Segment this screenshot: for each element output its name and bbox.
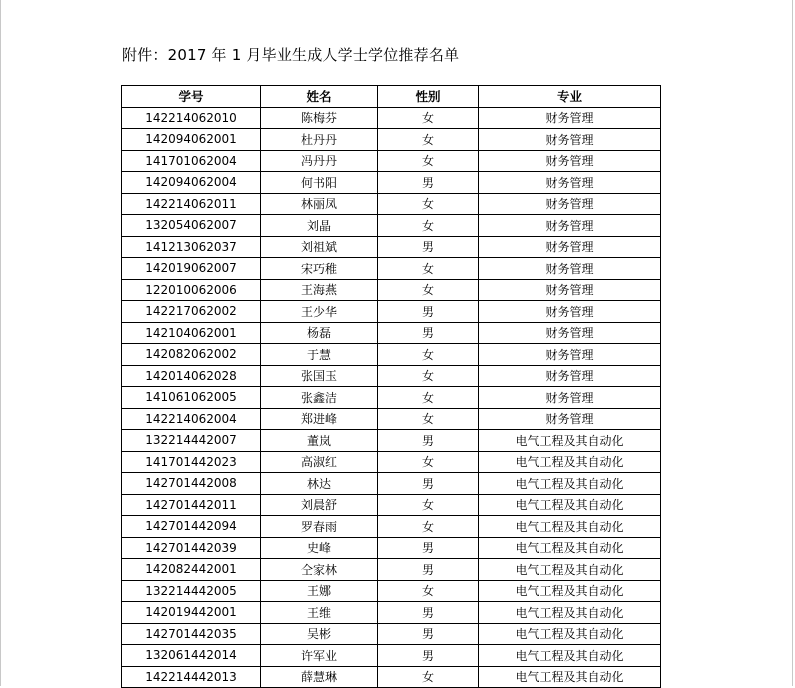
table-row: [122, 107, 661, 129]
table-row: [122, 516, 661, 538]
gender-cell: 女: [378, 129, 479, 151]
gender-cell: 男: [378, 322, 479, 344]
student-id-cell: 141701062004: [122, 150, 261, 172]
student-id-cell: 132054062007: [122, 215, 261, 237]
table-row: [122, 387, 661, 409]
major-cell: 财务管理: [479, 387, 661, 409]
student-id-cell: 142701442039: [122, 537, 261, 559]
table-row: [122, 430, 661, 452]
gender-cell: 女: [378, 258, 479, 280]
recommendation-table: [121, 85, 661, 688]
student-id-cell: 132061442014: [122, 645, 261, 667]
table-row: [122, 559, 661, 581]
gender-cell: 男: [378, 602, 479, 624]
major-cell: 财务管理: [479, 279, 661, 301]
gender-cell: 女: [378, 107, 479, 129]
student-id-cell: 142019442001: [122, 602, 261, 624]
major-cell: 电气工程及其自动化: [479, 516, 661, 538]
column-header-gender: 性别: [378, 86, 479, 108]
major-cell: 电气工程及其自动化: [479, 623, 661, 645]
gender-cell: 男: [378, 172, 479, 194]
gender-cell: 女: [378, 580, 479, 602]
major-cell: 电气工程及其自动化: [479, 602, 661, 624]
name-cell: 史峰: [261, 537, 378, 559]
table-body: [122, 107, 661, 688]
table-row: [122, 451, 661, 473]
table-row: [122, 150, 661, 172]
student-id-cell: 142701442011: [122, 494, 261, 516]
major-cell: 财务管理: [479, 365, 661, 387]
table-row: [122, 172, 661, 194]
table-row: [122, 645, 661, 667]
gender-cell: 男: [378, 430, 479, 452]
gender-cell: 女: [378, 516, 479, 538]
table-row: [122, 258, 661, 280]
table-row: [122, 193, 661, 215]
major-cell: 财务管理: [479, 258, 661, 280]
name-cell: 薛慧琳: [261, 666, 378, 688]
student-id-cell: 132214442005: [122, 580, 261, 602]
gender-cell: 男: [378, 645, 479, 667]
gender-cell: 男: [378, 473, 479, 495]
table-row: [122, 301, 661, 323]
name-cell: 于慧: [261, 344, 378, 366]
student-id-cell: 142082442001: [122, 559, 261, 581]
student-id-cell: 141061062005: [122, 387, 261, 409]
table-row: [122, 494, 661, 516]
name-cell: 冯丹丹: [261, 150, 378, 172]
major-cell: 财务管理: [479, 344, 661, 366]
name-cell: 林达: [261, 473, 378, 495]
student-id-cell: 142082062002: [122, 344, 261, 366]
table-row: [122, 580, 661, 602]
table-row: [122, 408, 661, 430]
gender-cell: 男: [378, 559, 479, 581]
table-row: [122, 473, 661, 495]
name-cell: 刘晶: [261, 215, 378, 237]
gender-cell: 男: [378, 301, 479, 323]
major-cell: 电气工程及其自动化: [479, 473, 661, 495]
name-cell: 王海燕: [261, 279, 378, 301]
name-cell: 吴彬: [261, 623, 378, 645]
student-id-cell: 142701442035: [122, 623, 261, 645]
name-cell: 许军业: [261, 645, 378, 667]
name-cell: 刘祖斌: [261, 236, 378, 258]
table-row: [122, 602, 661, 624]
gender-cell: 男: [378, 623, 479, 645]
name-cell: 罗春雨: [261, 516, 378, 538]
name-cell: 张国玉: [261, 365, 378, 387]
table-row: [122, 129, 661, 151]
table-row: [122, 279, 661, 301]
student-id-cell: 141213062037: [122, 236, 261, 258]
gender-cell: 女: [378, 344, 479, 366]
major-cell: 电气工程及其自动化: [479, 666, 661, 688]
major-cell: 财务管理: [479, 236, 661, 258]
major-cell: 电气工程及其自动化: [479, 494, 661, 516]
major-cell: 电气工程及其自动化: [479, 451, 661, 473]
column-header-name: 姓名: [261, 86, 378, 108]
gender-cell: 男: [378, 537, 479, 559]
table-row: [122, 236, 661, 258]
student-id-cell: 142701442094: [122, 516, 261, 538]
name-cell: 王维: [261, 602, 378, 624]
gender-cell: 女: [378, 215, 479, 237]
major-cell: 电气工程及其自动化: [479, 559, 661, 581]
name-cell: 王少华: [261, 301, 378, 323]
student-id-cell: 142214062011: [122, 193, 261, 215]
student-id-cell: 142094062001: [122, 129, 261, 151]
major-cell: 电气工程及其自动化: [479, 430, 661, 452]
gender-cell: 女: [378, 365, 479, 387]
major-cell: 电气工程及其自动化: [479, 580, 661, 602]
major-cell: 财务管理: [479, 129, 661, 151]
major-cell: 财务管理: [479, 408, 661, 430]
major-cell: 财务管理: [479, 322, 661, 344]
student-id-cell: 142104062001: [122, 322, 261, 344]
table-row: [122, 215, 661, 237]
student-id-cell: 142014062028: [122, 365, 261, 387]
gender-cell: 女: [378, 666, 479, 688]
table-row: [122, 623, 661, 645]
name-cell: 王娜: [261, 580, 378, 602]
student-id-cell: 142019062007: [122, 258, 261, 280]
student-id-cell: 142094062004: [122, 172, 261, 194]
name-cell: 张鑫洁: [261, 387, 378, 409]
student-id-cell: 142214442013: [122, 666, 261, 688]
name-cell: 陈梅芬: [261, 107, 378, 129]
name-cell: 郑进峰: [261, 408, 378, 430]
gender-cell: 女: [378, 150, 479, 172]
major-cell: 电气工程及其自动化: [479, 645, 661, 667]
document-title: 附件：2017 年 1 月毕业生成人学士学位推荐名单: [122, 46, 460, 64]
name-cell: 杜丹丹: [261, 129, 378, 151]
table-row: [122, 666, 661, 688]
table-header-row: [122, 86, 661, 108]
gender-cell: 女: [378, 193, 479, 215]
student-id-cell: 142701442008: [122, 473, 261, 495]
table-row: [122, 322, 661, 344]
name-cell: 刘晨舒: [261, 494, 378, 516]
gender-cell: 女: [378, 279, 479, 301]
table-row: [122, 365, 661, 387]
student-id-cell: 142214062004: [122, 408, 261, 430]
major-cell: 财务管理: [479, 301, 661, 323]
name-cell: 董岚: [261, 430, 378, 452]
gender-cell: 女: [378, 451, 479, 473]
name-cell: 林丽凤: [261, 193, 378, 215]
major-cell: 电气工程及其自动化: [479, 537, 661, 559]
major-cell: 财务管理: [479, 172, 661, 194]
student-id-cell: 142217062002: [122, 301, 261, 323]
table-row: [122, 537, 661, 559]
table-row: [122, 344, 661, 366]
gender-cell: 女: [378, 494, 479, 516]
major-cell: 财务管理: [479, 107, 661, 129]
student-id-cell: 142214062010: [122, 107, 261, 129]
major-cell: 财务管理: [479, 215, 661, 237]
major-cell: 财务管理: [479, 193, 661, 215]
gender-cell: 男: [378, 236, 479, 258]
name-cell: 仝家林: [261, 559, 378, 581]
student-id-cell: 141701442023: [122, 451, 261, 473]
gender-cell: 女: [378, 408, 479, 430]
column-header-student-id: 学号: [122, 86, 261, 108]
name-cell: 宋巧稚: [261, 258, 378, 280]
student-id-cell: 132214442007: [122, 430, 261, 452]
gender-cell: 女: [378, 387, 479, 409]
student-id-cell: 122010062006: [122, 279, 261, 301]
name-cell: 高淑红: [261, 451, 378, 473]
name-cell: 杨磊: [261, 322, 378, 344]
column-header-major: 专业: [479, 86, 661, 108]
major-cell: 财务管理: [479, 150, 661, 172]
name-cell: 何书阳: [261, 172, 378, 194]
